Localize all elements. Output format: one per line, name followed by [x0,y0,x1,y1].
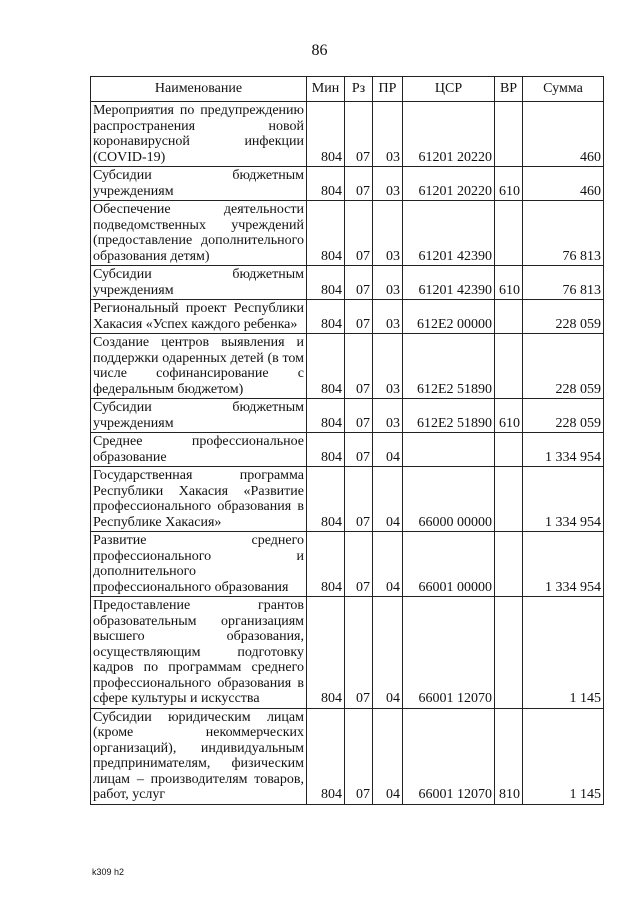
cell-sum: 76 813 [523,201,604,266]
cell-sum: 1 334 954 [523,532,604,597]
cell-sum: 460 [523,167,604,201]
cell-sum: 1 145 [523,597,604,709]
table-row [91,708,604,804]
cell-csr: 66001 12070 [403,597,495,709]
cell-min: 804 [307,708,345,804]
table-row [91,201,604,266]
cell-name: Субсидии бюджетным учреждениям [91,167,307,201]
cell-sum: 76 813 [523,266,604,300]
cell-name: Субсидии бюджетным учреждениям [91,399,307,433]
cell-pr: 03 [373,334,403,399]
cell-min: 804 [307,433,345,467]
header-csr: ЦСР [403,77,495,102]
cell-name: Предоставление грантов образовательным организациям высшего образования, осуществляющим подготовку кадров по программам среднего профессионального образования в сфере культуры и искусства [91,597,307,709]
cell-sum: 1 145 [523,708,604,804]
cell-sum: 228 059 [523,334,604,399]
cell-vr: 810 [495,708,523,804]
cell-rz: 07 [345,433,373,467]
table-row [91,467,604,532]
cell-sum: 1 334 954 [523,467,604,532]
cell-pr: 04 [373,433,403,467]
cell-pr: 04 [373,708,403,804]
table-row [91,399,604,433]
page-number: 86 [311,42,328,59]
cell-rz: 07 [345,167,373,201]
table-header-row [91,77,604,102]
header-rz: Рз [345,77,373,102]
cell-rz: 07 [345,201,373,266]
cell-rz: 07 [345,532,373,597]
cell-rz: 07 [345,334,373,399]
cell-name: Государственная программа Республики Хакасия «Развитие профессионального образования в Республике Хакасия» [91,467,307,532]
table-row [91,266,604,300]
cell-vr [495,102,523,167]
cell-csr: 61201 20220 [403,102,495,167]
budget-table [90,76,604,805]
cell-rz: 07 [345,300,373,334]
cell-name: Создание центров выявления и поддержки одаренных детей (в том числе софинансирование с федеральным бюджетом) [91,334,307,399]
cell-min: 804 [307,201,345,266]
cell-pr: 03 [373,266,403,300]
cell-min: 804 [307,167,345,201]
cell-csr: 612E2 51890 [403,334,495,399]
cell-min: 804 [307,300,345,334]
cell-vr: 610 [495,167,523,201]
table-row [91,334,604,399]
table-row [91,300,604,334]
cell-min: 804 [307,334,345,399]
table-row [91,532,604,597]
cell-csr: 66000 00000 [403,467,495,532]
cell-csr: 61201 42390 [403,201,495,266]
header-vr: ВР [495,77,523,102]
cell-name: Мероприятия по предупреждению распространения новой коронавирусной инфекции (COVID-19) [91,102,307,167]
cell-pr: 04 [373,467,403,532]
cell-name: Субсидии бюджетным учреждениям [91,266,307,300]
cell-sum: 460 [523,102,604,167]
cell-vr [495,532,523,597]
cell-sum: 228 059 [523,399,604,433]
cell-csr [403,433,495,467]
cell-min: 804 [307,467,345,532]
cell-name: Обеспечение деятельности подведомственных учреждений (предоставление дополнительного образования детям) [91,201,307,266]
cell-name: Среднее профессиональное образование [91,433,307,467]
cell-min: 804 [307,532,345,597]
cell-csr: 66001 00000 [403,532,495,597]
header-pr: ПР [373,77,403,102]
cell-csr: 61201 20220 [403,167,495,201]
table-body [91,102,604,805]
cell-vr [495,201,523,266]
header-sum: Сумма [523,77,604,102]
cell-pr: 04 [373,532,403,597]
cell-rz: 07 [345,102,373,167]
cell-name: Субсидии юридическим лицам (кроме некоммерческих организаций), индивидуальным предпринимателям, физическим лицам – производителям товаров, работ, услуг [91,708,307,804]
cell-vr [495,433,523,467]
table-row [91,102,604,167]
header-name: Наименование [91,77,307,102]
cell-min: 804 [307,102,345,167]
cell-pr: 04 [373,597,403,709]
cell-sum: 228 059 [523,300,604,334]
cell-vr: 610 [495,266,523,300]
cell-pr: 03 [373,167,403,201]
cell-rz: 07 [345,708,373,804]
cell-csr: 61201 42390 [403,266,495,300]
cell-rz: 07 [345,597,373,709]
cell-name: Развитие среднего профессионального и дополнительного профессионального образования [91,532,307,597]
cell-name: Региональный проект Республики Хакасия «Успех каждого ребенка» [91,300,307,334]
header-min: Мин [307,77,345,102]
cell-min: 804 [307,266,345,300]
cell-rz: 07 [345,399,373,433]
cell-rz: 07 [345,266,373,300]
cell-csr: 66001 12070 [403,708,495,804]
cell-pr: 03 [373,300,403,334]
cell-min: 804 [307,597,345,709]
cell-vr [495,334,523,399]
cell-vr [495,300,523,334]
table-row [91,167,604,201]
footer-code: k309 h2 [92,867,125,877]
cell-pr: 03 [373,399,403,433]
table-row [91,433,604,467]
cell-pr: 03 [373,102,403,167]
cell-rz: 07 [345,467,373,532]
cell-csr: 612E2 00000 [403,300,495,334]
cell-vr [495,597,523,709]
cell-vr: 610 [495,399,523,433]
table-row [91,597,604,709]
cell-min: 804 [307,399,345,433]
cell-pr: 03 [373,201,403,266]
cell-sum: 1 334 954 [523,433,604,467]
cell-vr [495,467,523,532]
cell-csr: 612E2 51890 [403,399,495,433]
